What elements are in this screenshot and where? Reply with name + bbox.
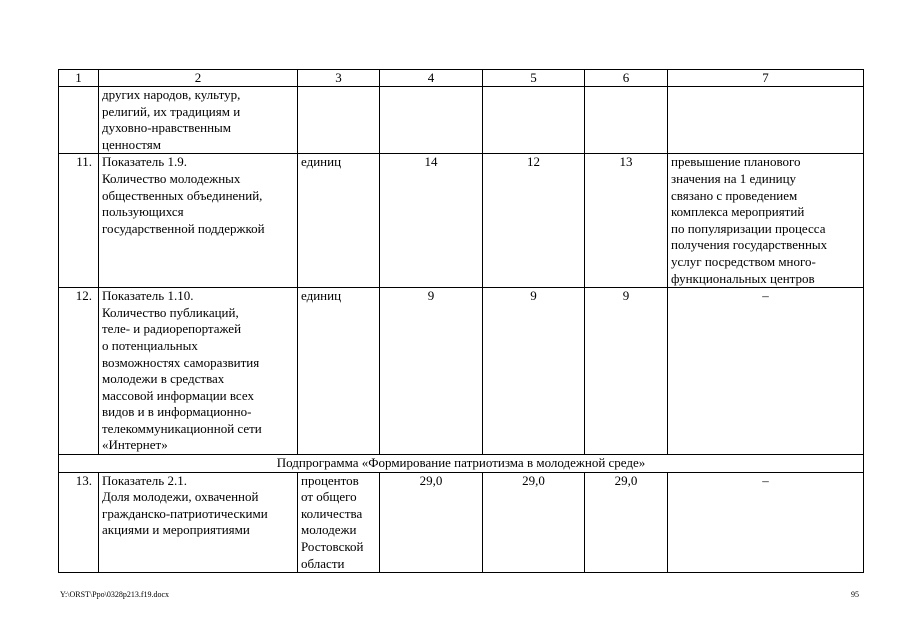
page-number: 95 [851,590,859,599]
value-cell: 9 [380,288,483,455]
footer-file-path: Y:\ORST\Ppo\0328p213.f19.docx [60,590,170,599]
column-header: 7 [668,70,864,87]
value-cell: 29,0 [585,472,668,573]
value-cell: 13 [585,154,668,288]
table-row [59,472,864,573]
indicator-table [58,69,864,573]
indicator-name-cell: других народов, культур, религий, их традициям и духовно-нравственным ценностям [99,87,298,154]
note-cell: – [668,288,864,455]
unit-cell: процентов от общего количества молодежи Ростовской области [298,472,380,573]
column-header: 5 [483,70,585,87]
indicator-name-cell: Показатель 2.1. Доля молодежи, охваченной гражданско-патриотическими акциями и мероприятиями [99,472,298,573]
subprogram-row [59,455,864,473]
table-row [59,87,864,154]
value-cell: 9 [483,288,585,455]
row-number-cell [59,87,99,154]
row-number-cell: 12. [59,288,99,455]
value-cell [380,87,483,154]
value-cell [585,87,668,154]
row-number-cell: 11. [59,154,99,288]
value-cell: 9 [585,288,668,455]
unit-cell [298,87,380,154]
indicator-name-cell: Показатель 1.9. Количество молодежных общественных объединений, пользующихся государственной поддержкой [99,154,298,288]
unit-cell: единиц [298,154,380,288]
row-number-cell: 13. [59,472,99,573]
note-cell: – [668,472,864,573]
note-cell: превышение планового значения на 1 единицу связано с проведением комплекса мероприятий по популяризации процесса получения государственных услуг посредством много- функциональных центров [668,154,864,288]
column-number-row [59,70,864,87]
column-header: 6 [585,70,668,87]
value-cell: 14 [380,154,483,288]
table-row [59,154,864,288]
value-cell: 12 [483,154,585,288]
column-header: 3 [298,70,380,87]
subprogram-title: Подпрограмма «Формирование патриотизма в молодежной среде» [59,455,864,473]
column-header: 1 [59,70,99,87]
column-header: 4 [380,70,483,87]
value-cell [483,87,585,154]
value-cell: 29,0 [380,472,483,573]
value-cell: 29,0 [483,472,585,573]
column-header: 2 [99,70,298,87]
table-row [59,288,864,455]
note-cell [668,87,864,154]
unit-cell: единиц [298,288,380,455]
indicator-name-cell: Показатель 1.10. Количество публикаций, теле- и радиорепортажей о потенциальных возможностях саморазвития молодежи в средствах массовой информации всех видов и в информационно- телекоммуникационной сети «Интернет» [99,288,298,455]
